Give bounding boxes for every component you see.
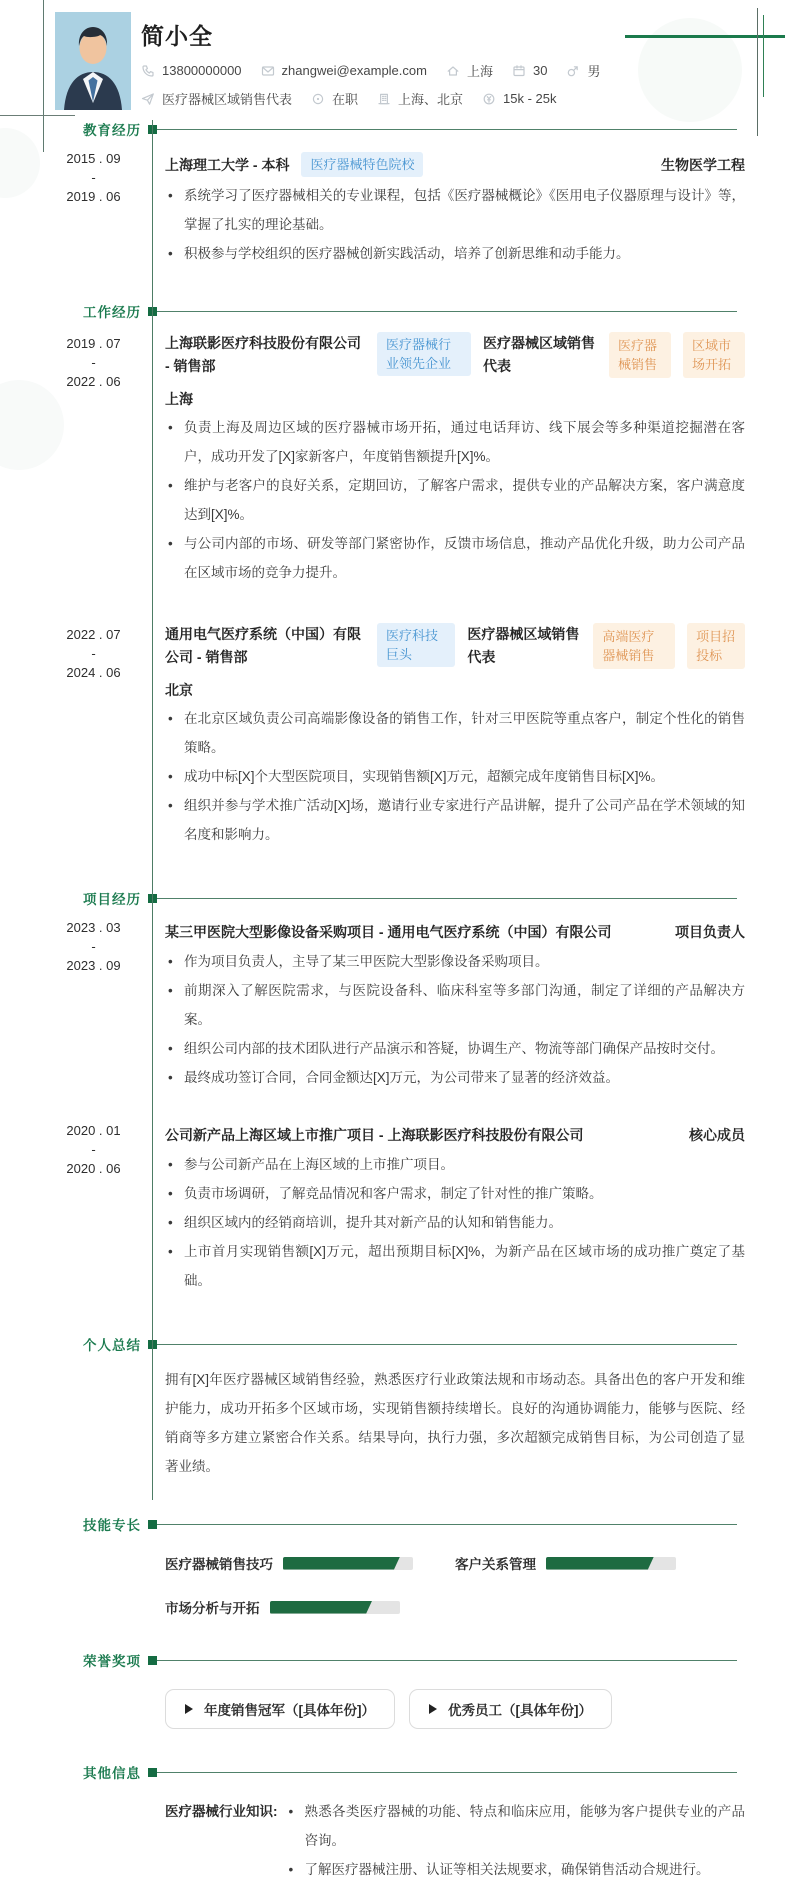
phone-value: 13800000000 [162, 63, 242, 78]
skill-item [165, 1553, 455, 1573]
salary-icon [482, 92, 496, 106]
company-name: 上海联影医疗科技股份有限公司 - 销售部 [165, 335, 361, 374]
project-bullets [165, 1150, 745, 1295]
skill-item [165, 1597, 455, 1617]
date-start: 2019 . 07 [66, 336, 121, 351]
avatar [55, 12, 131, 110]
bullet-item: • 组织并参与学术推广活动[X]场，邀请行业专家进行产品讲解，提升了公司产品在学术领域的知名度和影响力。 [165, 791, 745, 849]
section-title: 荣誉奖项 [83, 1654, 141, 1669]
section-title: 工作经历 [83, 305, 141, 320]
gender-icon [566, 64, 580, 78]
job-status-value: 在职 [332, 92, 359, 107]
section-education [0, 120, 794, 268]
section-divider [157, 311, 737, 312]
job-title: 医疗器械区域销售代表 [467, 626, 580, 665]
intended-cities-value: 上海、北京 [398, 92, 464, 107]
building-icon [377, 92, 391, 106]
section-work [0, 302, 794, 849]
date-range [0, 915, 165, 1092]
date-range [0, 1118, 165, 1295]
date-dash: - [91, 939, 96, 954]
paper-plane-icon [141, 92, 155, 106]
bullet-item: • 前期深入了解医院需求，与医院设备科、临床科室等多部门沟通，制定了详细的产品解决方案。 [165, 976, 745, 1034]
education-entry [0, 138, 745, 268]
section-title: 其他信息 [83, 1766, 141, 1781]
mail-icon [261, 64, 275, 78]
section-summary [0, 1335, 794, 1481]
skill-tag: 项目招投标 [687, 623, 745, 669]
home-icon [446, 64, 460, 78]
school-tag: 医疗器械特色院校 [301, 152, 423, 177]
projects-header [0, 889, 794, 907]
other-info-row [165, 1797, 745, 1884]
target-position-value: 医疗器械区域销售代表 [162, 92, 293, 107]
intended-cities-item [377, 89, 463, 108]
target-position-item [141, 89, 292, 108]
work-header [0, 302, 794, 320]
date-dash: - [91, 1142, 96, 1157]
project-name: 某三甲医院大型影像设备采购项目 - 通用电气医疗系统（中国）有限公司 [165, 924, 612, 940]
contact-row-1 [141, 61, 600, 80]
bullet-item: • 成功中标[X]个大型医院项目，实现销售额[X]万元，超额完成年度销售目标[X]%。 [165, 762, 745, 791]
date-start: 2015 . 09 [66, 151, 121, 166]
date-start: 2023 . 03 [66, 920, 121, 935]
school-name: 上海理工大学 - 本科 [165, 156, 290, 173]
resume-header [0, 0, 794, 120]
phone-item [141, 63, 242, 78]
work-bullets [165, 704, 745, 849]
section-divider [157, 1524, 737, 1525]
salary-item [482, 91, 556, 106]
date-start: 2022 . 07 [66, 627, 121, 642]
job-status-item [311, 89, 358, 108]
other-header [0, 1763, 794, 1781]
honors-row [165, 1689, 745, 1729]
honors-header [0, 1651, 794, 1669]
section-other [0, 1763, 794, 1884]
calendar-icon [512, 64, 526, 78]
project-name: 公司新产品上海区域上市推广项目 - 上海联影医疗科技股份有限公司 [165, 1127, 584, 1143]
skill-tag: 高端医疗器械销售 [593, 623, 675, 669]
project-entry [0, 1110, 745, 1295]
date-range [0, 611, 165, 849]
work-location: 上海 [165, 391, 193, 407]
bullet-item: • 作为项目负责人，主导了某三甲医院大型影像设备采购项目。 [165, 947, 745, 976]
bullet-item: • 了解医疗器械注册、认证等相关法规要求，确保销售活动合规进行。 [286, 1855, 746, 1884]
skill-bar [546, 1557, 676, 1570]
bullet-item: • 在北京区域负责公司高端影像设备的销售工作，针对三甲医院等重点客户，制定个性化的销售策略。 [165, 704, 745, 762]
company-name: 通用电气医疗系统（中国）有限公司 - 销售部 [165, 626, 361, 665]
other-info-label: 医疗器械行业知识: [165, 1804, 278, 1819]
project-bullets [165, 947, 745, 1092]
company-tag: 医疗器械行业领先企业 [377, 332, 471, 376]
bullet-item: • 系统学习了医疗器械相关的专业课程，包括《医疗器械概论》《医用电子仪器原理与设计》等，掌握了扎实的理论基础。 [165, 181, 745, 239]
skill-label: 客户关系管理 [455, 1557, 536, 1572]
section-divider [157, 129, 737, 130]
bullet-item: • 最终成功签订合同，合同金额达[X]万元，为公司带来了显著的经济效益。 [165, 1063, 745, 1092]
skill-bar-fill [546, 1557, 654, 1570]
education-header [0, 120, 794, 138]
bullet-item: • 负责市场调研，了解竞品情况和客户需求，制定了针对性的推广策略。 [165, 1179, 745, 1208]
timeline-node [148, 1768, 157, 1777]
date-end: 2019 . 06 [66, 189, 121, 204]
location-value: 上海 [466, 64, 493, 79]
timeline-node [148, 1656, 157, 1665]
salary-value: 15k - 25k [503, 91, 557, 106]
section-divider [157, 1660, 737, 1661]
project-role: 项目负责人 [675, 924, 745, 940]
date-end: 2020 . 06 [66, 1161, 121, 1176]
work-bullets [165, 413, 745, 587]
bullet-item: • 组织公司内部的技术团队进行产品演示和答疑，协调生产、物流等部门确保产品按时交付。 [165, 1034, 745, 1063]
date-end: 2022 . 06 [66, 374, 121, 389]
date-dash: - [91, 646, 96, 661]
education-bullets [165, 181, 745, 268]
section-title: 技能专长 [83, 1518, 141, 1533]
skills-header [0, 1515, 794, 1533]
skill-bar-fill [270, 1601, 373, 1614]
work-entry [0, 611, 745, 849]
bullet-item: • 上市首月实现销售额[X]万元，超出预期目标[X]%，为新产品在区域市场的成功推广奠定了基础。 [165, 1237, 745, 1295]
section-title: 教育经历 [83, 123, 141, 138]
skill-label: 市场分析与开拓 [165, 1601, 260, 1616]
date-dash: - [91, 170, 96, 185]
job-title: 医疗器械区域销售代表 [483, 335, 595, 374]
section-divider [157, 1344, 737, 1345]
date-dash: - [91, 355, 96, 370]
section-divider [157, 898, 737, 899]
gender-value: 男 [587, 64, 601, 79]
candidate-name: 简小全 [141, 23, 213, 49]
summary-paragraph: 拥有[X]年医疗器械区域销售经验，熟悉医疗行业政策法规和市场动态。具备出色的客户开发和维护能力，成功开拓多个区域市场，实现销售额持续增长。良好的沟通协调能力，能够与医院、经销商等多方建立紧密合作关系。结果导向，执行力强，多次超额完成销售目标，为公司创造了显著业绩。 [165, 1372, 745, 1474]
skills-grid [165, 1553, 745, 1617]
skill-tag: 医疗器械销售 [609, 332, 671, 378]
email-item [261, 63, 427, 78]
other-bullets [286, 1797, 746, 1884]
date-end: 2024 . 06 [66, 665, 121, 680]
skill-bar [270, 1601, 400, 1614]
play-icon [185, 1704, 193, 1714]
section-title: 项目经历 [83, 892, 141, 907]
age-value: 30 [532, 63, 548, 78]
skill-item [455, 1553, 745, 1573]
skill-bar-fill [283, 1557, 400, 1570]
play-icon [429, 1704, 437, 1714]
section-skills [0, 1515, 794, 1617]
honor-badge [409, 1689, 612, 1729]
summary-header [0, 1335, 794, 1353]
major-name: 生物医学工程 [661, 156, 745, 173]
project-entry [0, 907, 745, 1092]
company-tag: 医疗科技巨头 [377, 623, 455, 667]
project-role: 核心成员 [689, 1127, 745, 1143]
bullet-item: • 负责上海及周边区域的医疗器械市场开拓，通过电话拜访、线下展会等多种渠道挖掘潜在客户，成功开发了[X]家新客户，年度销售额提升[X]%。 [165, 413, 745, 471]
section-honors [0, 1651, 794, 1729]
honor-label: 年度销售冠军（[具体年份]） [204, 1703, 375, 1718]
section-divider [157, 1772, 737, 1773]
location-item [446, 61, 493, 80]
timeline-line [152, 120, 153, 1500]
work-location: 北京 [165, 682, 193, 698]
bullet-item: • 熟悉各类医疗器械的功能、特点和临床应用，能够为客户提供专业的产品咨询。 [286, 1797, 746, 1855]
phone-icon [141, 64, 155, 78]
gender-item [566, 61, 600, 80]
skill-bar [283, 1557, 413, 1570]
bullet-item: • 积极参与学校组织的医疗器械创新实践活动，培养了创新思维和动手能力。 [165, 239, 745, 268]
age-item [512, 63, 547, 78]
email-value: zhangwei@example.com [281, 63, 427, 78]
section-title: 个人总结 [83, 1338, 141, 1353]
bullet-item: • 参与公司新产品在上海区域的上市推广项目。 [165, 1150, 745, 1179]
work-entry [0, 320, 745, 587]
status-icon [311, 92, 325, 106]
skill-label: 医疗器械销售技巧 [165, 1557, 273, 1572]
date-start: 2020 . 01 [66, 1123, 121, 1138]
bullet-item: • 维护与老客户的良好关系，定期回访，了解客户需求，提供专业的产品解决方案，客户满意度达到[X]%。 [165, 471, 745, 529]
contact-row-2 [141, 89, 557, 108]
honor-label: 优秀员工（[具体年份]） [448, 1703, 592, 1718]
timeline-node [148, 1520, 157, 1529]
bullet-item: • 与公司内部的市场、研发等部门紧密协作，反馈市场信息，推动产品优化升级，助力公司产品在区域市场的竞争力提升。 [165, 529, 745, 587]
skill-tag: 区域市场开拓 [683, 332, 745, 378]
honor-badge [165, 1689, 395, 1729]
date-end: 2023 . 09 [66, 958, 121, 973]
section-projects [0, 889, 794, 1295]
bullet-item: • 组织区域内的经销商培训，提升其对新产品的认知和销售能力。 [165, 1208, 745, 1237]
